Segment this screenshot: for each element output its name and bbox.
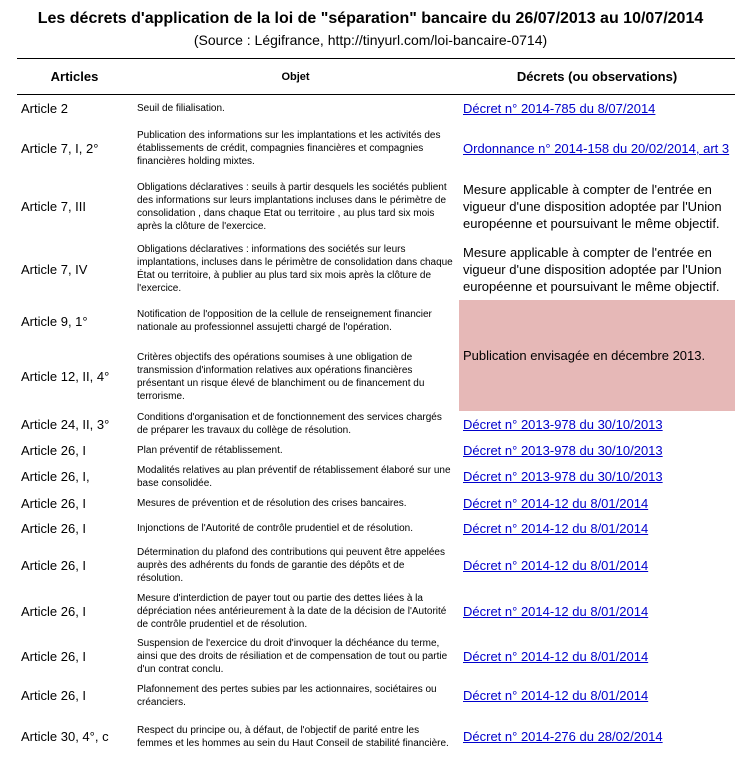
- decret-cell: Mesure applicable à compter de l'entrée en vigueur d'une disposition adoptée par l'Union européenne et poursuivant le même objectif.: [463, 182, 722, 231]
- decret-cell: [459, 438, 735, 463]
- table-row: [17, 175, 735, 239]
- article-cell: Article 26, I: [21, 521, 87, 536]
- article-cell: Article 7, IV: [21, 261, 88, 277]
- decret-link[interactable]: Décret n° 2014-12 du 8/01/2014: [463, 603, 649, 619]
- table-row: [17, 411, 735, 438]
- decret-cell: [459, 634, 735, 679]
- article-cell: Article 26, I: [21, 603, 87, 619]
- page-title: Les décrets d'application de la loi de "séparation" bancaire du 26/07/2013 au 10/07/2014: [37, 10, 704, 27]
- decret-link[interactable]: Décret n° 2014-785 du 8/07/2014: [463, 101, 656, 117]
- table-row: [17, 713, 735, 761]
- article-cell: Article 7, I, 2°: [21, 141, 99, 156]
- decrees-table: [17, 58, 735, 761]
- decret-link[interactable]: Décret n° 2014-12 du 8/01/2014: [463, 648, 649, 664]
- decret-cell: [459, 463, 735, 491]
- decret-link[interactable]: Décret n° 2014-276 du 28/02/2014: [463, 729, 663, 744]
- objet-cell: Mesures de prévention et de résolution des crises bancaires.: [137, 497, 407, 509]
- decret-link[interactable]: Décret n° 2014-12 du 8/01/2014: [463, 688, 649, 703]
- table-header-row: [17, 59, 735, 95]
- decret-cell: [459, 542, 735, 589]
- objet-cell: Plan préventif de rétablissement.: [137, 444, 283, 456]
- objet-cell: Obligations déclaratives : seuils à partir desquels les sociétés publient des informations sur leurs implantations incluses dans le périmètre de consolidation , dans chaque Etat ou territoire , au plus tard six mois après la clôture de l'exercice.: [137, 181, 447, 232]
- header-objet: Objet: [132, 59, 459, 95]
- article-cell: Article 26, I,: [21, 469, 90, 484]
- header-articles: Articles: [17, 59, 132, 95]
- table-row: [17, 634, 735, 679]
- article-cell: Article 26, I: [21, 648, 87, 664]
- objet-cell: Conditions d'organisation et de fonctionnement des services chargés de préparer les travaux du collège de résolution.: [137, 412, 442, 436]
- decret-link[interactable]: Ordonnance n° 2014-158 du 20/02/2014, art 3: [463, 141, 730, 156]
- objet-cell: Respect du principe ou, à défaut, de l'objectif de parité entre les femmes et les hommes au sein du Haut Conseil de stabilité financière.: [137, 724, 449, 749]
- decret-cell: [459, 95, 735, 123]
- article-cell: Article 24, II, 3°: [21, 416, 110, 432]
- objet-cell: Modalités relatives au plan préventif de rétablissement élaboré sur une base consolidée.: [137, 464, 451, 489]
- article-cell: Article 2: [21, 101, 68, 117]
- objet-cell: Notification de l'opposition de la cellule de renseignement financier nationale au professionnel assujetti chargé de l'opération.: [137, 309, 432, 333]
- objet-cell: Seuil de filialisation.: [137, 103, 225, 115]
- objet-cell: Obligations déclaratives : informations des sociétés sur leurs implantations, incluses dans le périmètre de consolidation dans chaque État ou territoire, à publier au plus tard six mois après la clôture de l'exercice.: [137, 244, 453, 294]
- decret-cell: Mesure applicable à compter de l'entrée en vigueur d'une disposition adoptée par l'Union européenne et poursuivant le même objectif.: [463, 244, 722, 294]
- table-row: [17, 123, 735, 175]
- article-cell: Article 12, II, 4°: [21, 369, 110, 384]
- article-cell: Article 26, I: [21, 557, 87, 573]
- article-cell: Article 9, 1°: [21, 313, 88, 329]
- table-row: [17, 589, 735, 634]
- table-row: [17, 239, 735, 300]
- decret-cell: [459, 516, 735, 542]
- decret-cell: [459, 713, 735, 761]
- objet-cell: Critères objectifs des opérations soumises à une obligation de transmission d'information relatives aux opérations financières présentant un risque élevé de blanchiment ou de financement du terrorisme.: [137, 351, 425, 402]
- decret-cell-merged: Publication envisagée en décembre 2013.: [459, 300, 735, 411]
- table-row: [17, 491, 735, 516]
- decret-cell: [459, 589, 735, 634]
- decret-cell: [459, 491, 735, 516]
- objet-cell: Mesure d'interdiction de payer tout ou partie des dettes liées à la dépréciation nées antérieurement à la date de la décision de l'Autorité de contrôle prudentiel et de résolution.: [137, 592, 447, 630]
- article-cell: Article 26, I: [21, 495, 87, 511]
- objet-cell: Publication des informations sur les implantations et les activités des établissements de crédit, compagnies financières et compagnies financières holding mixtes.: [137, 130, 441, 167]
- table-row: [17, 95, 735, 123]
- table-row: [17, 542, 735, 589]
- page-source: (Source : Légifrance, http://tinyurl.com/loi-bancaire-0714): [193, 32, 548, 48]
- table-row: [17, 438, 735, 463]
- decret-link[interactable]: Décret n° 2014-12 du 8/01/2014: [463, 495, 649, 511]
- decret-link[interactable]: Décret n° 2013-978 du 30/10/2013: [463, 469, 663, 484]
- article-cell: Article 30, 4°, c: [21, 729, 109, 744]
- table-row: [17, 516, 735, 542]
- article-cell: Article 7, III: [21, 199, 87, 214]
- table-row: [17, 463, 735, 491]
- objet-cell: Injonctions de l'Autorité de contrôle prudentiel et de résolution.: [137, 523, 413, 534]
- table-row: [17, 300, 735, 343]
- decret-cell: [459, 411, 735, 438]
- decret-link[interactable]: Décret n° 2014-12 du 8/01/2014: [463, 521, 649, 536]
- objet-cell: Plafonnement des pertes subies par les actionnaires, sociétaires ou créanciers.: [137, 683, 437, 708]
- objet-cell: Suspension de l'exercice du droit d'invoquer la déchéance du terme, ainsi que des droits de résiliation et de compensation de tout ou partie d'un contrat conclu.: [137, 637, 448, 675]
- decret-link[interactable]: Décret n° 2013-978 du 30/10/2013: [463, 416, 663, 432]
- article-cell: Article 26, I: [21, 442, 87, 458]
- decret-link[interactable]: Décret n° 2013-978 du 30/10/2013: [463, 442, 663, 458]
- decret-cell: [459, 123, 735, 175]
- table-row: [17, 679, 735, 713]
- objet-cell: Détermination du plafond des contributions qui peuvent être appelées auprès des adhérents du fonds de garantie des dépôts et de résolution.: [137, 546, 445, 584]
- article-cell: Article 26, I: [21, 688, 87, 703]
- decret-cell: [459, 679, 735, 713]
- header-decrets: Décrets (ou observations): [459, 59, 735, 95]
- decret-link[interactable]: Décret n° 2014-12 du 8/01/2014: [463, 557, 649, 573]
